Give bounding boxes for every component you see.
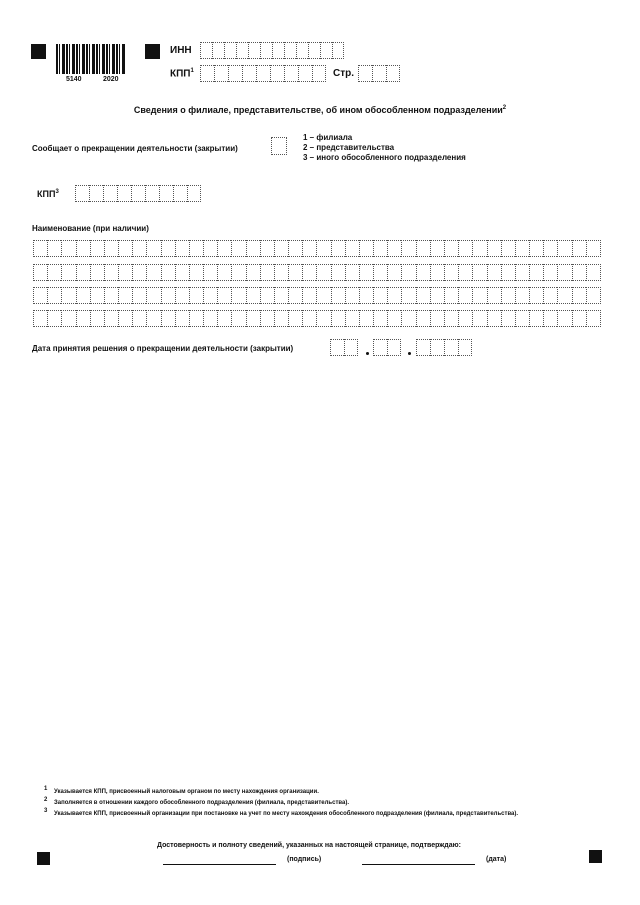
name-cell[interactable] (331, 240, 345, 257)
decision-date-label: Дата принятия решения о прекращении деятельности (закрытии) (32, 344, 294, 353)
name-cell[interactable] (175, 240, 189, 257)
name-cell[interactable] (316, 264, 330, 281)
name-cell[interactable] (331, 264, 345, 281)
name-cell[interactable] (529, 310, 543, 327)
name-cell[interactable] (76, 310, 90, 327)
name-cell[interactable] (132, 240, 146, 257)
name-cell[interactable] (76, 240, 90, 257)
name-row-2[interactable] (33, 264, 601, 281)
name-cell[interactable] (274, 287, 288, 304)
name-cell[interactable] (416, 310, 430, 327)
name-cell[interactable] (387, 310, 401, 327)
name-cell[interactable] (444, 287, 458, 304)
name-cell[interactable] (316, 310, 330, 327)
name-cell[interactable] (345, 264, 359, 281)
name-cell[interactable] (515, 240, 529, 257)
name-cell[interactable] (586, 240, 601, 257)
name-cell[interactable] (487, 310, 501, 327)
name-cell[interactable] (359, 240, 373, 257)
name-cell[interactable] (175, 264, 189, 281)
date-label: (дата) (486, 856, 507, 863)
name-cell[interactable] (572, 310, 586, 327)
name-cell[interactable] (515, 310, 529, 327)
name-cell[interactable] (586, 287, 601, 304)
barcode (56, 44, 126, 74)
name-cell[interactable] (33, 310, 47, 327)
name-cell[interactable] (529, 264, 543, 281)
section-title: Сведения о филиале, представительстве, об ином обособленном подразделении$^2$ (133, 105, 507, 115)
name-cell[interactable] (345, 287, 359, 304)
name-cell[interactable] (345, 240, 359, 257)
name-cell[interactable] (61, 264, 75, 281)
name-cell[interactable] (416, 240, 430, 257)
name-cell[interactable] (515, 287, 529, 304)
name-cell[interactable] (61, 310, 75, 327)
name-cell[interactable] (203, 310, 217, 327)
corner-marker-top-right (145, 44, 160, 59)
kpp-label: КПП$^3$ (37, 189, 59, 199)
date-separator-1 (366, 352, 369, 355)
footnote-3: 3 Указывается КПП, присвоенный организации при постановке на учет по месту нахождения обособленного подразделения (филиала, представительства). (44, 808, 519, 817)
name-cell[interactable] (543, 310, 557, 327)
name-cell[interactable] (47, 287, 61, 304)
name-cell[interactable] (90, 264, 104, 281)
name-cell[interactable] (47, 240, 61, 257)
name-cell[interactable] (61, 287, 75, 304)
name-cell[interactable] (557, 287, 571, 304)
name-row-3[interactable] (33, 287, 601, 304)
name-cell[interactable] (132, 287, 146, 304)
corner-marker-top-left (31, 44, 46, 59)
name-cell[interactable] (586, 264, 601, 281)
kpp-header-label: КПП$^1$ (170, 68, 194, 80)
name-cell[interactable] (458, 287, 472, 304)
name-cell[interactable] (118, 264, 132, 281)
name-cell[interactable] (146, 264, 160, 281)
name-cell[interactable] (146, 310, 160, 327)
name-cell[interactable] (189, 310, 203, 327)
name-cell[interactable] (557, 240, 571, 257)
name-cell[interactable] (373, 264, 387, 281)
name-cell[interactable] (387, 264, 401, 281)
name-cell[interactable] (387, 240, 401, 257)
page-number-field[interactable] (358, 65, 400, 82)
name-row-4[interactable] (33, 310, 601, 327)
name-cell[interactable] (472, 287, 486, 304)
name-cell[interactable] (175, 310, 189, 327)
name-cell[interactable] (47, 264, 61, 281)
name-cell[interactable] (458, 264, 472, 281)
name-cell[interactable] (203, 264, 217, 281)
name-cell[interactable] (472, 240, 486, 257)
name-cell[interactable] (302, 310, 316, 327)
name-cell[interactable] (572, 240, 586, 257)
decision-day-field[interactable] (330, 339, 358, 356)
kpp-header-field[interactable] (200, 65, 326, 82)
name-cell[interactable] (316, 240, 330, 257)
name-cell[interactable] (132, 310, 146, 327)
inn-field[interactable] (200, 42, 344, 59)
name-cell[interactable] (401, 310, 415, 327)
name-cell[interactable] (557, 310, 571, 327)
name-cell[interactable] (246, 287, 260, 304)
name-cell[interactable] (529, 287, 543, 304)
name-cell[interactable] (104, 287, 118, 304)
name-cell[interactable] (430, 264, 444, 281)
name-cell[interactable] (543, 240, 557, 257)
name-cell[interactable] (288, 264, 302, 281)
name-cell[interactable] (217, 287, 231, 304)
name-cell[interactable] (189, 240, 203, 257)
name-cell[interactable] (61, 240, 75, 257)
name-cell[interactable] (203, 287, 217, 304)
name-cell[interactable] (161, 240, 175, 257)
name-cell[interactable] (161, 264, 175, 281)
name-cell[interactable] (458, 240, 472, 257)
termination-options (303, 133, 466, 163)
name-cell[interactable] (217, 240, 231, 257)
name-cell[interactable] (90, 310, 104, 327)
name-cell[interactable] (203, 240, 217, 257)
name-cell[interactable] (175, 287, 189, 304)
name-cell[interactable] (76, 264, 90, 281)
name-cell[interactable] (161, 287, 175, 304)
name-cell[interactable] (217, 310, 231, 327)
name-cell[interactable] (543, 264, 557, 281)
kpp-field[interactable] (75, 185, 201, 202)
name-cell[interactable] (487, 240, 501, 257)
name-cell[interactable] (302, 287, 316, 304)
name-cell[interactable] (274, 240, 288, 257)
name-cell[interactable] (146, 240, 160, 257)
name-row-1[interactable] (33, 240, 601, 257)
inn-label: ИНН (170, 45, 192, 56)
name-cell[interactable] (501, 310, 515, 327)
name-cell[interactable] (274, 310, 288, 327)
barcode-number-1: 5140 (66, 76, 82, 83)
name-cell[interactable] (444, 264, 458, 281)
name-cell[interactable] (288, 287, 302, 304)
name-cell[interactable] (260, 264, 274, 281)
name-cell[interactable] (444, 310, 458, 327)
name-cell[interactable] (288, 240, 302, 257)
name-cell[interactable] (543, 287, 557, 304)
name-label: Наименование (при наличии) (32, 224, 149, 233)
name-cell[interactable] (118, 310, 132, 327)
name-cell[interactable] (359, 310, 373, 327)
name-cell[interactable] (118, 287, 132, 304)
name-cell[interactable] (231, 240, 245, 257)
name-cell[interactable] (387, 287, 401, 304)
name-cell[interactable] (246, 264, 260, 281)
name-cell[interactable] (33, 287, 47, 304)
name-cell[interactable] (231, 264, 245, 281)
option-branch: 1 – филиала (303, 133, 353, 142)
name-cell[interactable] (430, 310, 444, 327)
date-line[interactable] (362, 864, 475, 865)
name-cell[interactable] (345, 310, 359, 327)
signature-line[interactable] (163, 864, 276, 865)
name-cell[interactable] (161, 310, 175, 327)
name-cell[interactable] (90, 240, 104, 257)
name-cell[interactable] (401, 264, 415, 281)
date-separator-2 (408, 352, 411, 355)
name-cell[interactable] (189, 264, 203, 281)
name-cell[interactable] (118, 240, 132, 257)
name-cell[interactable] (288, 310, 302, 327)
name-cell[interactable] (487, 264, 501, 281)
name-cell[interactable] (359, 264, 373, 281)
name-cell[interactable] (231, 287, 245, 304)
name-cell[interactable] (246, 310, 260, 327)
corner-marker-bottom-left (37, 852, 50, 865)
name-cell[interactable] (430, 287, 444, 304)
name-cell[interactable] (416, 287, 430, 304)
footnote-2: 2 Заполняется в отношении каждого обособленного подразделения (филиала, представительства). (44, 797, 350, 806)
name-cell[interactable] (146, 287, 160, 304)
name-cell[interactable] (33, 264, 47, 281)
name-cell[interactable] (572, 264, 586, 281)
name-cell[interactable] (487, 287, 501, 304)
option-other-subdivision: 3 – иного обособленного подразделения (303, 153, 466, 162)
name-cell[interactable] (501, 287, 515, 304)
name-cell[interactable] (246, 240, 260, 257)
name-cell[interactable] (189, 287, 203, 304)
name-cell[interactable] (472, 264, 486, 281)
page-label: Стр. (333, 68, 355, 79)
barcode-number-2: 2020 (103, 76, 119, 83)
name-cell[interactable] (260, 287, 274, 304)
name-cell[interactable] (557, 264, 571, 281)
confirmation-text: Достоверность и полноту сведений, указанных на настоящей странице, подтверждаю: (157, 842, 461, 849)
name-cell[interactable] (274, 264, 288, 281)
name-cell[interactable] (260, 310, 274, 327)
name-cell[interactable] (302, 264, 316, 281)
name-cell[interactable] (416, 264, 430, 281)
decision-year-field[interactable] (416, 339, 472, 356)
name-cell[interactable] (90, 287, 104, 304)
signature-label: (подпись) (287, 856, 322, 863)
name-cell[interactable] (515, 264, 529, 281)
name-cell[interactable] (373, 310, 387, 327)
name-cell[interactable] (458, 310, 472, 327)
name-cell[interactable] (33, 240, 47, 257)
footnote-1: 1 Указывается КПП, присвоенный налоговым органом по месту нахождения организации. (44, 786, 319, 795)
name-cell[interactable] (359, 287, 373, 304)
name-cell[interactable] (47, 310, 61, 327)
name-cell[interactable] (501, 240, 515, 257)
name-cell[interactable] (501, 264, 515, 281)
name-cell[interactable] (316, 287, 330, 304)
name-cell[interactable] (401, 287, 415, 304)
name-cell[interactable] (401, 240, 415, 257)
name-cell[interactable] (331, 310, 345, 327)
name-cell[interactable] (260, 240, 274, 257)
name-cell[interactable] (444, 240, 458, 257)
name-cell[interactable] (132, 264, 146, 281)
name-cell[interactable] (586, 310, 601, 327)
name-cell[interactable] (529, 240, 543, 257)
name-cell[interactable] (572, 287, 586, 304)
name-cell[interactable] (104, 264, 118, 281)
option-representative: 2 – представительства (303, 143, 395, 152)
name-cell[interactable] (231, 310, 245, 327)
name-cell[interactable] (373, 287, 387, 304)
corner-marker-bottom-right (589, 850, 602, 863)
name-cell[interactable] (76, 287, 90, 304)
termination-label: Сообщает о прекращении деятельности (закрытии) (32, 144, 238, 153)
name-cell[interactable] (104, 310, 118, 327)
name-cell[interactable] (104, 240, 118, 257)
name-cell[interactable] (331, 287, 345, 304)
termination-type-field[interactable] (271, 137, 287, 155)
name-cell[interactable] (302, 240, 316, 257)
name-cell[interactable] (373, 240, 387, 257)
name-cell[interactable] (430, 240, 444, 257)
name-cell[interactable] (472, 310, 486, 327)
decision-month-field[interactable] (373, 339, 401, 356)
name-cell[interactable] (217, 264, 231, 281)
